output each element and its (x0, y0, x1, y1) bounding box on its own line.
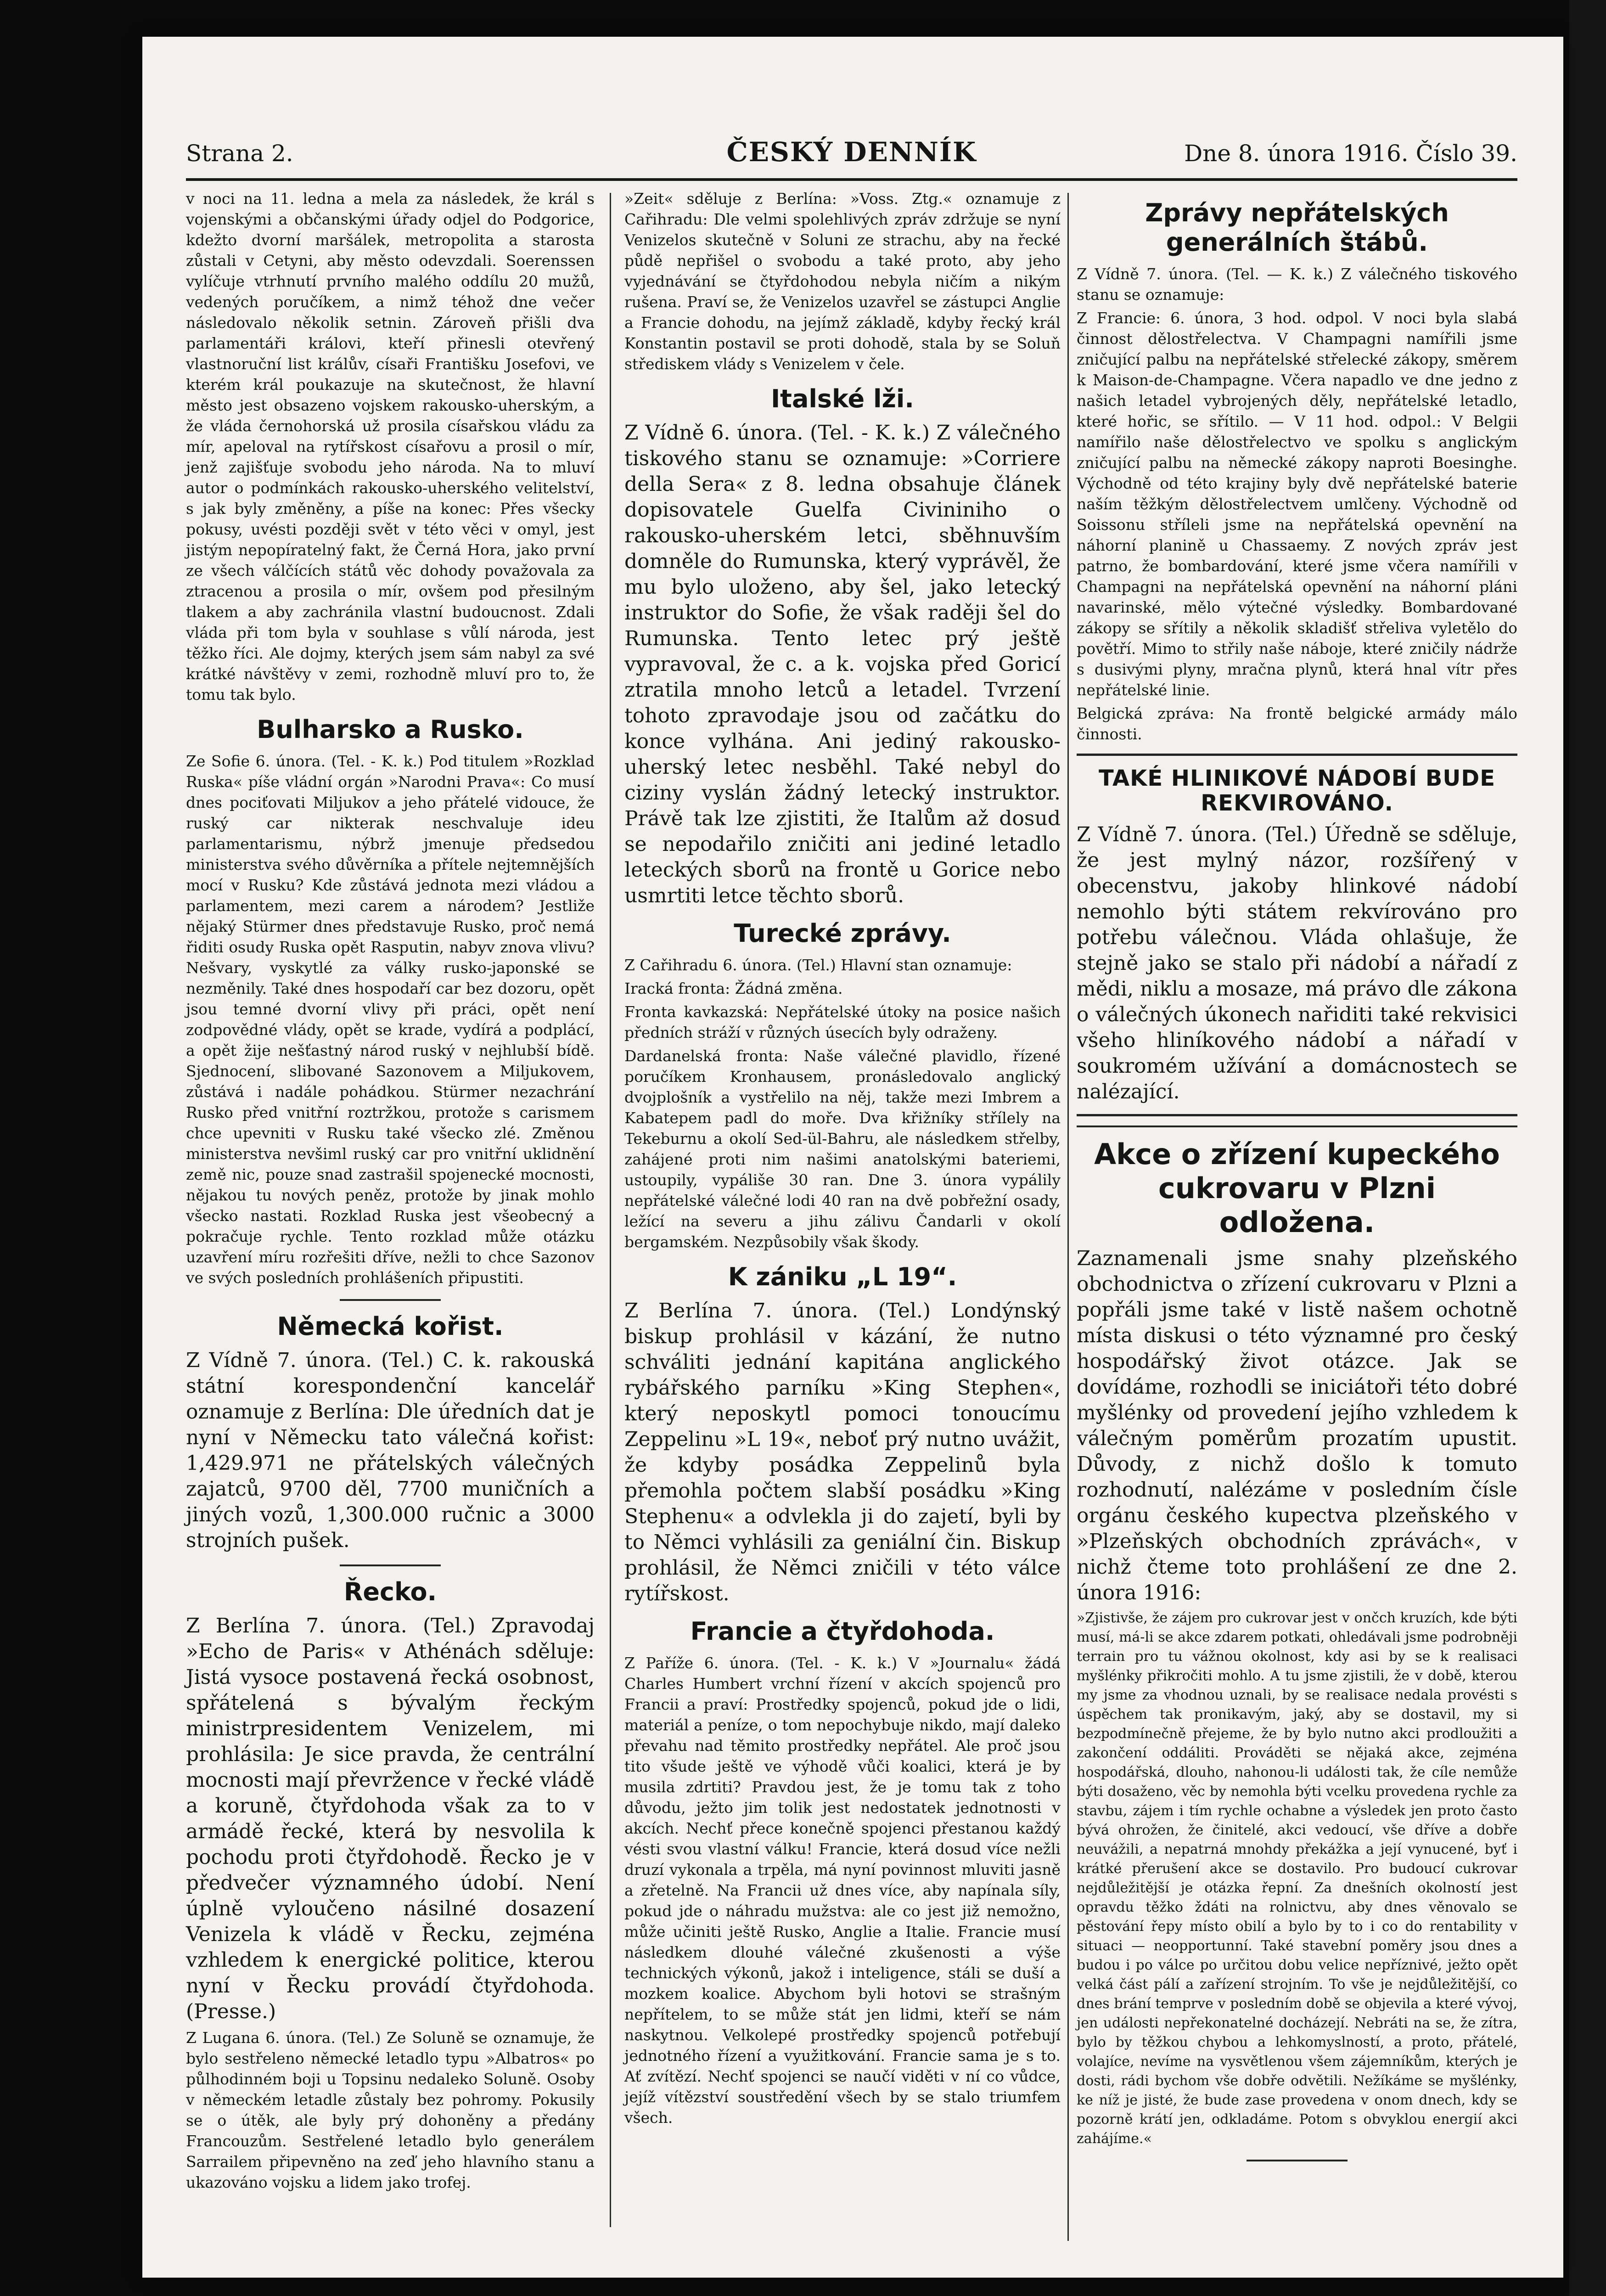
separator (1077, 1125, 1517, 1127)
separator (340, 1299, 441, 1301)
article-cukrovar: Zaznamenali jsme snahy plzeňského obchodnictva o zřízení cukrovaru v Plzni a popřáli jsme také v listě našem ochotně místa diskusi o této významné pro český hospodářský život otázce. Jak se dovídáme, rozhodli se iniciátoři této dobré myšlénky od provedení jejího vzhledem k válečným poměrům prozatím upustit. Důvody, z nichž došlo k tomuto rozhodnutí, nalézáme v posledním čísle orgánu českého kupectva plzeňského v »Plzeňských obchodních zprávách«, v nichž čteme toto prohlášení ze dne 2. února 1916: (1077, 1247, 1517, 1604)
article-turecke-kavkaz: Fronta kavkazská: Nepřátelské útoky na posice našich předních stráží v různých úsecích byly odraženy. (624, 1003, 1061, 1041)
column-divider (1067, 193, 1069, 2241)
article-turecke-irak: Iracká fronta: Žádná změna. (624, 979, 843, 997)
article-l19: Z Berlína 7. února. (Tel.) Londýnský biskup prohlásil v kázání, že nutno schváliti jednání kapitána anglického rybářského parníku »King Stephen«, který neposkytl pomoci tonoucímu Zeppelinu »L 19«, neboť prý nutno uvážit, že kdyby posádka Zeppelinů byla přemohla počtem slabší posádku »King Stephenu« a odvlekla ji do zajetí, byli by to Němci vyhlásili za geniální čin. Biskup prohlásil, že Němci zničili v této válce rytířskost. (624, 1299, 1061, 1605)
article-italske-lzi: Z Vídně 6. února. (Tel. - K. k.) Z válečného tiskového stanu se oznamuje: »Corriere della Sera« z 8. ledna obsahuje článek dopisovatele Guelfa Civininiho o rakousko-uherském letci, sběhnuvším domněle do Rumunska, který vyprávěl, že mu bylo uloženo, aby šel, jako letecký instruktor do Sofie, že však raději šel do Rumunska. Tento letec prý ještě vypravoval, že c. a k. vojska před Goricí ztratila mnoho letců a letadel. Tvrzení tohoto zpravodaje jsou od začátku do konce vylhána. Ani jediný rakousko-uherský letec nesběhl. Také nebyl do ciziny vyslán žádný letecký instruktor. Právě tak lze zjistiti, že Italům až dosud se nepodařilo zničiti ani jediné letadlo leteckých sborů na frontě u Gorice nebo usmrtiti letce těchto sborů. (624, 421, 1061, 907)
page-header (186, 131, 1517, 172)
header-rule (186, 178, 1517, 181)
column-1 (186, 188, 595, 2195)
column-3 (1077, 188, 1517, 2172)
article-venizelos: »Zeit« sděluje z Berlína: »Voss. Ztg.« oznamuje z Cařihradu: Dle velmi spolehlivých zpráv zdržuje se nyní Venizelos skutečně v Soluni ze strachu, aby na řecké půdě nepřišel o svobodu a také proto, aby jeho vyjednávání se čtyřdohodou nebyla ničím a nikým rušena. Praví se, že Venizelos uzavřel se zástupci Anglie a Francie dohodu, na jejímž základě, kdyby řecký král Konstantin postavil se proti dohodě, stala by se Soluň střediskem vlády s Venizelem v čele. (624, 190, 1061, 373)
headline-cukrovar: Akce o zřízení kupeckého cukrovaru v Plzni odložena. (1094, 1137, 1500, 1239)
headline-turecke-zpravy: Turecké zprávy. (734, 919, 951, 948)
separator (1077, 754, 1517, 756)
separator (340, 1564, 441, 1566)
headline-zpravy-stabu: Zprávy nepřátelských generálních štábů. (1145, 198, 1449, 257)
article-zpravy-intro: Z Vídně 7. února. (Tel. — K. k.) Z válečného tiskového stanu se oznamuje: (1077, 265, 1517, 304)
film-strip-border (1569, 0, 1606, 2296)
article-lugano: Z Lugana 6. února. (Tel.) Ze Soluně se oznamuje, že bylo sestřeleno německé letadlo typu »Albatros« po půlhodinném boji u Topsinu nedaleko Soluně. Osoby v německém letadle zůstaly bez pohromy. Pokusily se o útěk, ale byly prý dohoněny a předány Francouzům. Sestřelené letadlo bylo generálem Sarrailem připevněno na zeď jeho hlavního stanu a ukazováno vojsku a lidem jako trofej. (186, 2029, 595, 2191)
headline-recko: Řecko. (343, 1577, 437, 1606)
article-zpravy-belgie: Belgická zpráva: Na frontě belgické armády málo činnosti. (1077, 704, 1517, 743)
article-turecke-dardanely: Dardanelská fronta: Naše válečné plavidlo, řízené poručíkem Kronhausem, pronásledovalo anglický dvojplošník a vystřelilo na něj, takže mezi Imbrem a Kabatepem padl do moře. Dva křižníky střílely na Tekeburnu a okolí Sed-ül-Bahru, ale následkem střelby, zahájené proti nim našimi anatolskými bateriemi, ustoupily, vypáliše 30 ran. Dne 3. února vypálily nepřátelské válečné lodi 40 ran na dvě pobřežní osady, ležící na severu a jihu zálivu Čandarli v okolí bergamském. Nezpůsobily však škody. (624, 1047, 1061, 1251)
article-montenegro-continued: v noci na 11. ledna a mela za následek, že král s vojenskými a občanskými úřady odjel do Podgorice, kdežto dvorní maršálek, metropolita a starosta zůstali v Cetyni, aby město odevzdali. Soerenssen vylíčuje vtrhnutí prvního malého oddílu 20 mužů, vedených poručíkem, a nimž téhož dne večer následovalo několik setnin. Zároveň přišli dva parlamentáři královi, kteří přinesli otevřený vlastnoruční list králův, císaři Františku Josefovi, ve kterém král poukazuje na skutečnost, že hlavní město jest obsazeno vojskem rakousko-uherským, a že vláda černohorská už prosila císařskou vládu za mír, apeloval na rytířskost císařovu a prosil o mír, jenž zajišťuje svobodu jeho národa. Na to mluví autor o podmínkách rakousko-uherského velitelství, s jak byly změněny, a píše na konec: Přes všecky pokusy, uvésti později svět v této věci v omyl, jest jistým nepopíratelný fakt, že Černá Hora, jako první ze všech válčících států věc dohody považovala za ztracenou a prosila o mír, ovšem pod přesilným tlakem a aby zachránila vlastní budoucnost. Zdali vláda při tom byla v souhlase s vůlí národa, jest těžko říci. Ale dojmy, kterých jsem sám nabyl za své krátké návštěvy v zemi, rozhodně mluví pro to, že tomu tak bylo. (186, 190, 595, 703)
newspaper-page (142, 37, 1563, 2278)
separator (1247, 2160, 1348, 2161)
article-turecke-intro: Z Cařihradu 6. února. (Tel.) Hlavní stan oznamuje: (624, 956, 1012, 974)
date-issue: Dne 8. února 1916. Číslo 39. (1184, 140, 1517, 167)
headline-l19: K zániku „L 19“. (728, 1262, 957, 1291)
column-2 (624, 188, 1061, 2131)
article-bulharsko: Ze Sofie 6. února. (Tel. - K. k.) Pod titulem »Rozklad Ruska« píše vládní orgán »Narodni Prava«: Co musí dnes pociťovati Miljukov a jeho přátelé vidouce, že ruský car nikterak neschvaluje ideu parlamentarismu, nýbrž jmenuje předsedou ministerstva svého důvěrníka a přítele nejtemnějších mocí v Rusku? Kde zůstává jednota mezi vládou a parlamentem, mezi carem a národem? Jestliže nějaký Stürmer dnes představuje Rusko, proč nemá řiditi osudy Ruska opět Rasputin, nabyv znova vlivu? Nešvary, vyskytlé za války rusko-japonské se nezměnily. Také dnes hospodaří car bez dozoru, opět jsou temné dvorní vlivy při práci, opět není zodpovědné vlády, opět se krade, vydírá a podplácí, a opět žije nešťastný národ ruský v nejhlubší bídě. Sjednocení, slibované Sazonovem a Miljukovem, zůstává i nadále pohádkou. Stürmer nezachrání Rusko před vnitřní roztržkou, protože s carismem chce upevniti v Rusku také všecko zlé. Změnou ministerstva nevšiml ruský car pro vnitřní uklidnění země nic, pouze snad zastrašil spojenecké mocnosti, nějakou tu nových peněz, protože by jinak mohlo všecko nastati. Rozklad Ruska jest všeobecný a pokračuje rychle. Tento rozklad může otázku uzavření míru rozřešiti dříve, nežli to chce Sazonov ve svých posledních prohlášeních připustiti. (186, 752, 595, 1287)
headline-nemecka-korist: Německá kořist. (277, 1312, 504, 1341)
article-cukrovar-quote: »Zjistivše, že zájem pro cukrovar jest v ončch kruzích, kde býti musí, má-li se akce zdarem potkati, ohledávali jsme podrobněji terrain pro tu vážnou okolnost, kdy asi by se k realisaci myšlénky přikročiti mohlo. A tu jsme zjistili, že v době, kterou my jsme za vhodnou uznali, by se realisace nedala provésti s úspěchem tak pronikavým, jaký, aby se dostavil, my si bezpodmínečně přejeme, že by bylo nutno akci prodloužiti a zakončení oddáliti. Prováděti se nějaká akce, zejména hospodářská, dlouho, nahonou-li události tak, že cíle nemůže býti dosaženo, věc by nemohla býti vcelku provedena rychle za stavbu, zájem i tím rychle ochabne a výsledek jen proto často bývá ohrožen, že činitelé, akci vedoucí, vše dříve a dobře neuvážili, a nepatrná mnohdy překážka a její vynucené, byť i krátké přerušení akce se dostavilo. Pro budoucí cukrovar nejdůležitější je otázka řepní. Za dnešních okolností jest opravdu těžko ždáti na rolnictvu, aby dnes věnovalo se pěstování řepy místo obilí a bylo by to i co do rentability v situaci — neopportunní. Také stavební poměry jsou dnes a budou i po válce po určitou dobu velice nepříznivé, ježto opět velká část pálí a zařízení strojním. To vše je nejdůležitější, co dnes brání temprve v posledním době se objevila a které vývoj, jen události nepřekonatelné docházejí. Nebráti na se, že zítra, bylo by těžkou chybou a lehkomyslností, a proto, přátelé, volajíce, nevíme na vysvětlenou všem zájemníkům, kterých je dosti, rádi bychom vše dobře odvětili. Nežíkáme se myšlénky, ke níž je jisté, že bude zase provedena v onom dnech, kdy se pozorně krátí jen, odkladáme. Potom s obvyklou energií akci zahájíme.« (1077, 1610, 1517, 2147)
article-nemecka-korist: Z Vídně 7. února. (Tel.) C. k. rakouská státní korespondenční kancelář oznamuje z Berlína: Dle úředních dat je nyní v Německu tato válečná kořist: 1,429.971 ne přátelských válečných zajatců, 9700 děl, 7700 muničních a jiných vozů, 1,300.000 ručnic a 3000 strojních pušek. (186, 1349, 595, 1552)
separator (1077, 1114, 1517, 1116)
article-zpravy-francie: Z Francie: 6. února, 3 hod. odpol. V noci byla slabá činnost dělostřelectva. V Champagni namířili jsme zničující palbu na nepřátelské střelecké zákopy, směrem k Maison-de-Champagne. Včera napadlo ve dne jedno z našich letadel vybrojených děly, nepřátelské letadlo, které hořic, se sřítilo. — V 11 hod. odpol.: V Belgii namířilo naše dělostřelectvo ve spolku s anglickým zničující palbu na německé zákopy naproti Boesinghe. Východně od této krajiny byly dvě nepřátelské baterie naším těžkým dělostřelectvem umlčeny. Východně od Soissonu stříleli jsme na nepřátelská opevnění na náhorní planině u Chassaemy. Z nových zpráv jest patrno, že bombardování, které jsme včera namířili v Champagni na nepřátelská opevnění na náhorní pláni navarinské, mělo výtečné výsledky. Bombardované zákopy se sřítily a několik skladišť střeliva vyletělo do povětří. Mimo to střily naše náboje, které zničily nádrže s dusivými plyny, mračna plynů, která hnal vítr přes nepřátelské linie. (1077, 309, 1517, 699)
page-number: Strana 2. (186, 140, 293, 167)
headline-hlinikove-nadobi: TAKÉ HLINIKOVÉ NÁDOBÍ BUDE REKVIROVÁNO. (1098, 765, 1496, 816)
article-recko: Z Berlína 7. února. (Tel.) Zpravodaj »Echo de Paris« v Athénách sděluje: Jistá vysoce postavená řecká osobnost, spřátelená s bývalým řeckým ministrpresidentem Venizelem, mi prohlásila: Je sice pravda, že centrální mocnosti mají převržence v řecké vládě a koruně, čtyřdohoda však za to v armádě řecké, která by nesvolila k pochodu proti čtyřdohodě. Řecko je v předvečer významného údobí. Není úplně vyloučeno násilné dosazení Venizela k vládě v Řecku, zejména vzhledem k energické politice, kterou nyní v Řecku provádí čtyřdohoda. (Presse.) (186, 1614, 595, 2023)
masthead: ČESKÝ DENNÍK (726, 136, 977, 168)
headline-francie-ctyrdohoda: Francie a čtyřdohoda. (690, 1617, 995, 1646)
article-francie-ctyrdohoda: Z Paříže 6. února. (Tel. - K. k.) V »Journalu« žádá Charles Humbert vrchní řízení v akcích spojenců pro Francii a praví: Prostředky spojenců, pokud jde o lidi, materiál a peníze, o tom nepochybuje nikdo, mají daleko převahu nad těmito prostředky nepřátel. Ale proč jsou tito všude ještě ve výhodě vůči koalici, která je by musila zdrtiti? Pravdou jest, že je tomu tak z toho důvodu, ježto jim tolik jest nedostatek jednotnosti v akcích. Nechť přece konečně spojenci přestanou každý vésti svou vlastní válku! Francie, která dosud více nežli druzí vykonala a trpěla, má nyní povinnost mluviti jasně a zřetelně. Na Francii už dnes více, aby napínala síly, pokud jde o náhradu mužstva: ale co jest již nemožno, může učiniti ještě Rusko, Anglie a Italie. Francie musí následkem dlouhé válečné zkušenosti a výše technických výkonů, jakož i inteligence, stáli se duší a mozkem koalice. Abychom byli hotovi se strašným nepřítelem, to se může stát jen lidmi, kteří se nám naskytnou. Velkolepé prostředky spojenců potřebují jednotného řízení a využitkování. Francie sama je s to. Ať zvítězí. Nechť spojenci se naučí viděti v ní co vůdce, jejíž vítězství soustředění všech by se stalo triumfem všech. (624, 1654, 1061, 2127)
column-divider (610, 193, 611, 2227)
headline-bulharsko: Bulharsko a Rusko. (257, 715, 524, 744)
headline-italske-lzi: Italské lži. (771, 384, 914, 413)
article-hlinikove-nadobi: Z Vídně 7. února. (Tel.) Úředně se sděluje, že jest mylný názor, rozšířený v obecenstvu, jakoby hlinkové nádobí nemohlo býti státem rekvírováno pro potřebu válečnou. Vláda ohlašuje, že stejně jako se stalo při nádobí a nářadí z mědi, niklu a mosaze, má právo dle zákona o válečných úkonech nařiditi také rekvisici všeho hliníkového nádobí a nářadí v soukromém užívání a domácnostech se nalézající. (1077, 823, 1517, 1103)
